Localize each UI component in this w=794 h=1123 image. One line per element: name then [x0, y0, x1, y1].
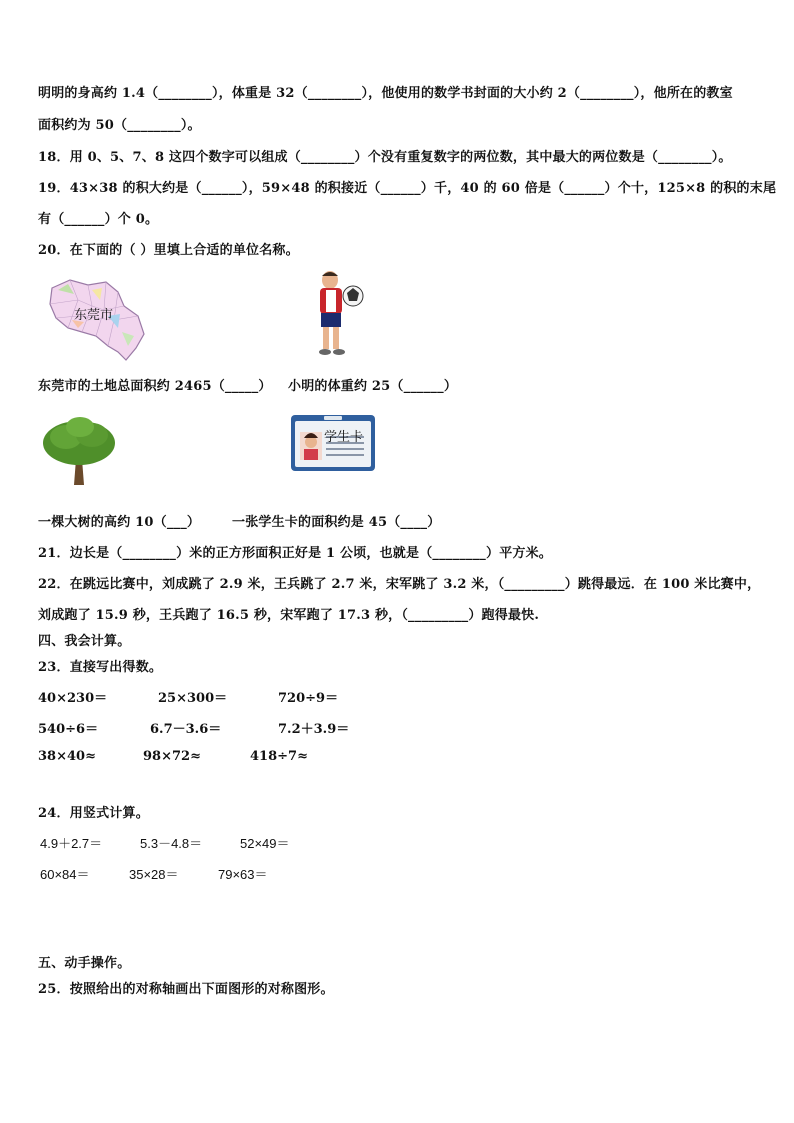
q24-item: 4.9＋2.7＝ — [40, 836, 103, 851]
q24-item: 52×49＝ — [240, 836, 290, 851]
q23-item: 25×300＝ — [158, 691, 228, 706]
student-card-image — [290, 414, 376, 472]
q25-text: 25．按照给出的对称轴画出下面图形的对称图形。 — [38, 982, 334, 997]
q24-item: 35×28＝ — [129, 867, 179, 882]
q23-item: 418÷7≈ — [250, 749, 308, 764]
dongguan-map-image — [48, 276, 148, 362]
q20-caption-tree: 一棵大树的高约 10（___） — [38, 515, 201, 530]
map-label: 东莞市 — [74, 308, 114, 323]
boy-with-ball-image — [312, 266, 368, 360]
q23-item: 40×230＝ — [38, 691, 108, 706]
q20-caption-boy: 小明的体重约 25（______） — [288, 379, 458, 394]
boy-figure — [312, 266, 368, 360]
q23-title: 23．直接写出得数。 — [38, 660, 163, 675]
q20-caption-card: 一张学生卡的面积约是 45（____） — [232, 515, 441, 530]
q18-text: 18．用 0、5、7、8 这四个数字可以组成（________）个没有重复数字的两位数，其中最大的两位数是（________）。 — [38, 150, 732, 165]
q24-item: 79×63＝ — [218, 867, 268, 882]
q24-item: 60×84＝ — [40, 867, 90, 882]
tree-figure — [40, 415, 118, 489]
card-label: 学生卡 — [324, 430, 364, 445]
q23-item: 540÷6＝ — [38, 722, 99, 737]
q23-item: 38×40≈ — [38, 749, 96, 764]
tree-image — [40, 415, 118, 489]
section-4-heading: 四、我会计算。 — [38, 634, 131, 649]
q19-line-1: 19．43×38 的积大约是（______），59×48 的积接近（______）千，40 的 60 倍是（______）个十，125×8 的积的末尾 — [38, 181, 777, 196]
q20-caption-map: 东莞市的土地总面积约 2465（_____） — [38, 379, 272, 394]
section-5-heading: 五、动手操作。 — [38, 956, 131, 971]
q24-item: 5.3－4.8＝ — [140, 836, 203, 851]
q23-item: 98×72≈ — [143, 749, 201, 764]
q22-line-1: 22．在跳远比赛中，刘成跳了 2.9 米，王兵跳了 2.7 米，宋军跳了 3.2 米，（_________）跳得最远．在 100 米比赛中， — [38, 577, 761, 592]
q23-item: 6.7－3.6＝ — [150, 722, 222, 737]
q24-title: 24．用竖式计算。 — [38, 806, 149, 821]
q20-title: 20．在下面的（ ）里填上合适的单位名称。 — [38, 243, 299, 258]
q23-item: 720÷9＝ — [278, 691, 339, 706]
q19-line-2: 有（______）个 0。 — [38, 212, 159, 227]
q17-line-1: 明明的身高约 1.4（________），体重是 32（________），他使用的数学书封面的大小约 2（________），他所在的教室 — [38, 86, 733, 101]
q23-item: 7.2＋3.9＝ — [278, 722, 350, 737]
q17-line-2: 面积约为 50（________）。 — [38, 118, 201, 133]
q21-text: 21．边长是（________）米的正方形面积正好是 1 公顷，也就是（________）平方米。 — [38, 546, 552, 561]
q22-line-2: 刘成跑了 15.9 秒，王兵跑了 16.5 秒，宋军跑了 17.3 秒，（_________）跑得最快. — [38, 608, 540, 623]
